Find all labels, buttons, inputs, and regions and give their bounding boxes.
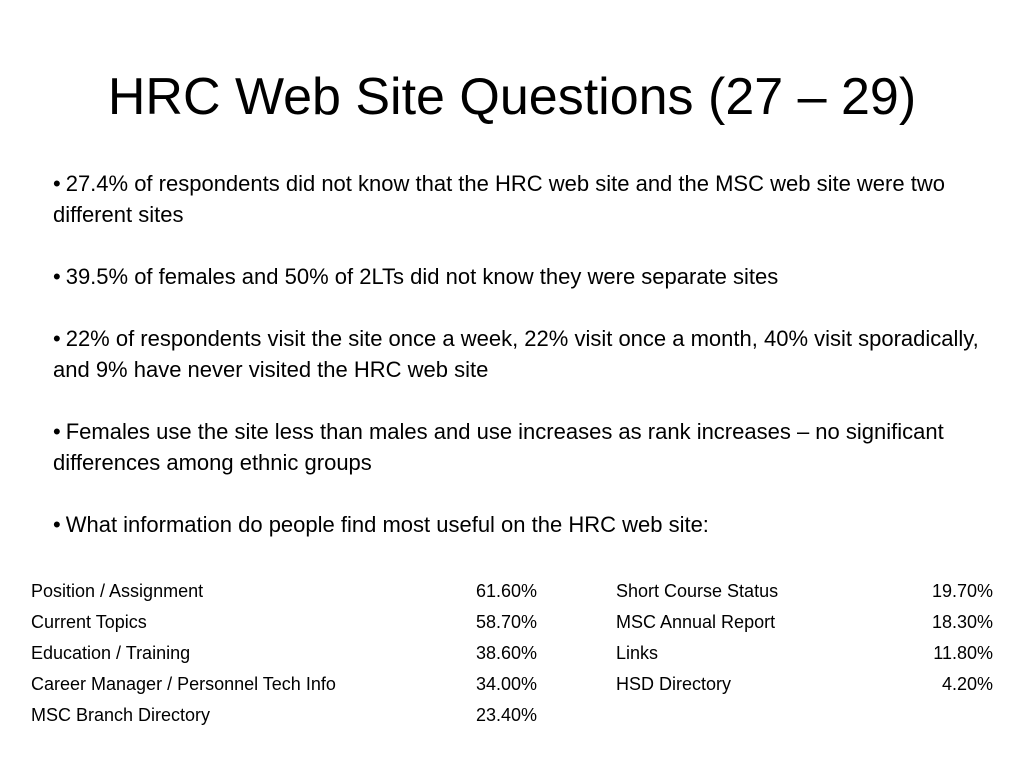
slide-title: HRC Web Site Questions (27 – 29) <box>107 68 917 126</box>
info-item-percent: 61.60% <box>475 581 537 601</box>
info-item-percent: 18.30% <box>931 612 993 632</box>
useful-info-table-left <box>31 576 537 731</box>
bullet-dot: • <box>53 419 61 444</box>
table-row <box>31 576 537 607</box>
info-item-label: MSC Annual Report <box>616 612 776 632</box>
info-item-label: Current Topics <box>31 612 147 632</box>
bullet-dot: • <box>53 326 61 351</box>
table-row <box>616 638 993 669</box>
table-row <box>31 638 537 669</box>
info-item-label: Links <box>616 643 659 663</box>
info-item-percent: 23.40% <box>475 705 537 725</box>
table-row <box>31 669 537 700</box>
bullet-list <box>53 168 1003 540</box>
info-item-label: Career Manager / Personnel Tech Info <box>31 674 336 694</box>
bullet-text: 39.5% of females and 50% of 2LTs did not know they were separate sites <box>65 264 779 289</box>
bullet-item <box>53 509 1003 540</box>
info-item-percent: 38.60% <box>475 643 537 663</box>
info-item-label: Short Course Status <box>616 581 779 601</box>
bullet-item <box>53 168 1003 230</box>
table-row <box>31 700 537 731</box>
table-row <box>616 669 993 700</box>
info-item-label: Position / Assignment <box>31 581 204 601</box>
info-item-label: MSC Branch Directory <box>31 705 211 725</box>
bullet-dot: • <box>53 171 61 196</box>
bullet-item <box>53 261 1003 292</box>
info-item-percent: 34.00% <box>475 674 537 694</box>
info-item-label: Education / Training <box>31 643 191 663</box>
table-row <box>616 607 993 638</box>
bullet-item <box>53 416 1003 478</box>
bullet-dot: • <box>53 264 61 289</box>
table-row <box>616 576 993 607</box>
table-row <box>31 607 537 638</box>
info-item-label: HSD Directory <box>616 674 732 694</box>
info-item-percent: 4.20% <box>941 674 993 694</box>
info-item-percent: 19.70% <box>931 581 993 601</box>
bullet-text: 22% of respondents visit the site once a week, 22% visit once a month, 40% visit sporadically, and 9% have never visited the HRC web site <box>53 326 979 382</box>
bullet-text: 27.4% of respondents did not know that the HRC web site and the MSC web site were two different sites <box>53 171 945 227</box>
useful-info-table-right <box>616 576 993 700</box>
info-item-percent: 11.80% <box>933 643 993 663</box>
bullet-text: What information do people find most useful on the HRC web site: <box>65 512 709 537</box>
bullet-text: Females use the site less than males and use increases as rank increases – no significant differences among ethnic groups <box>53 419 944 475</box>
info-item-percent: 58.70% <box>475 612 537 632</box>
bullet-dot: • <box>53 512 61 537</box>
bullet-item <box>53 323 1003 385</box>
